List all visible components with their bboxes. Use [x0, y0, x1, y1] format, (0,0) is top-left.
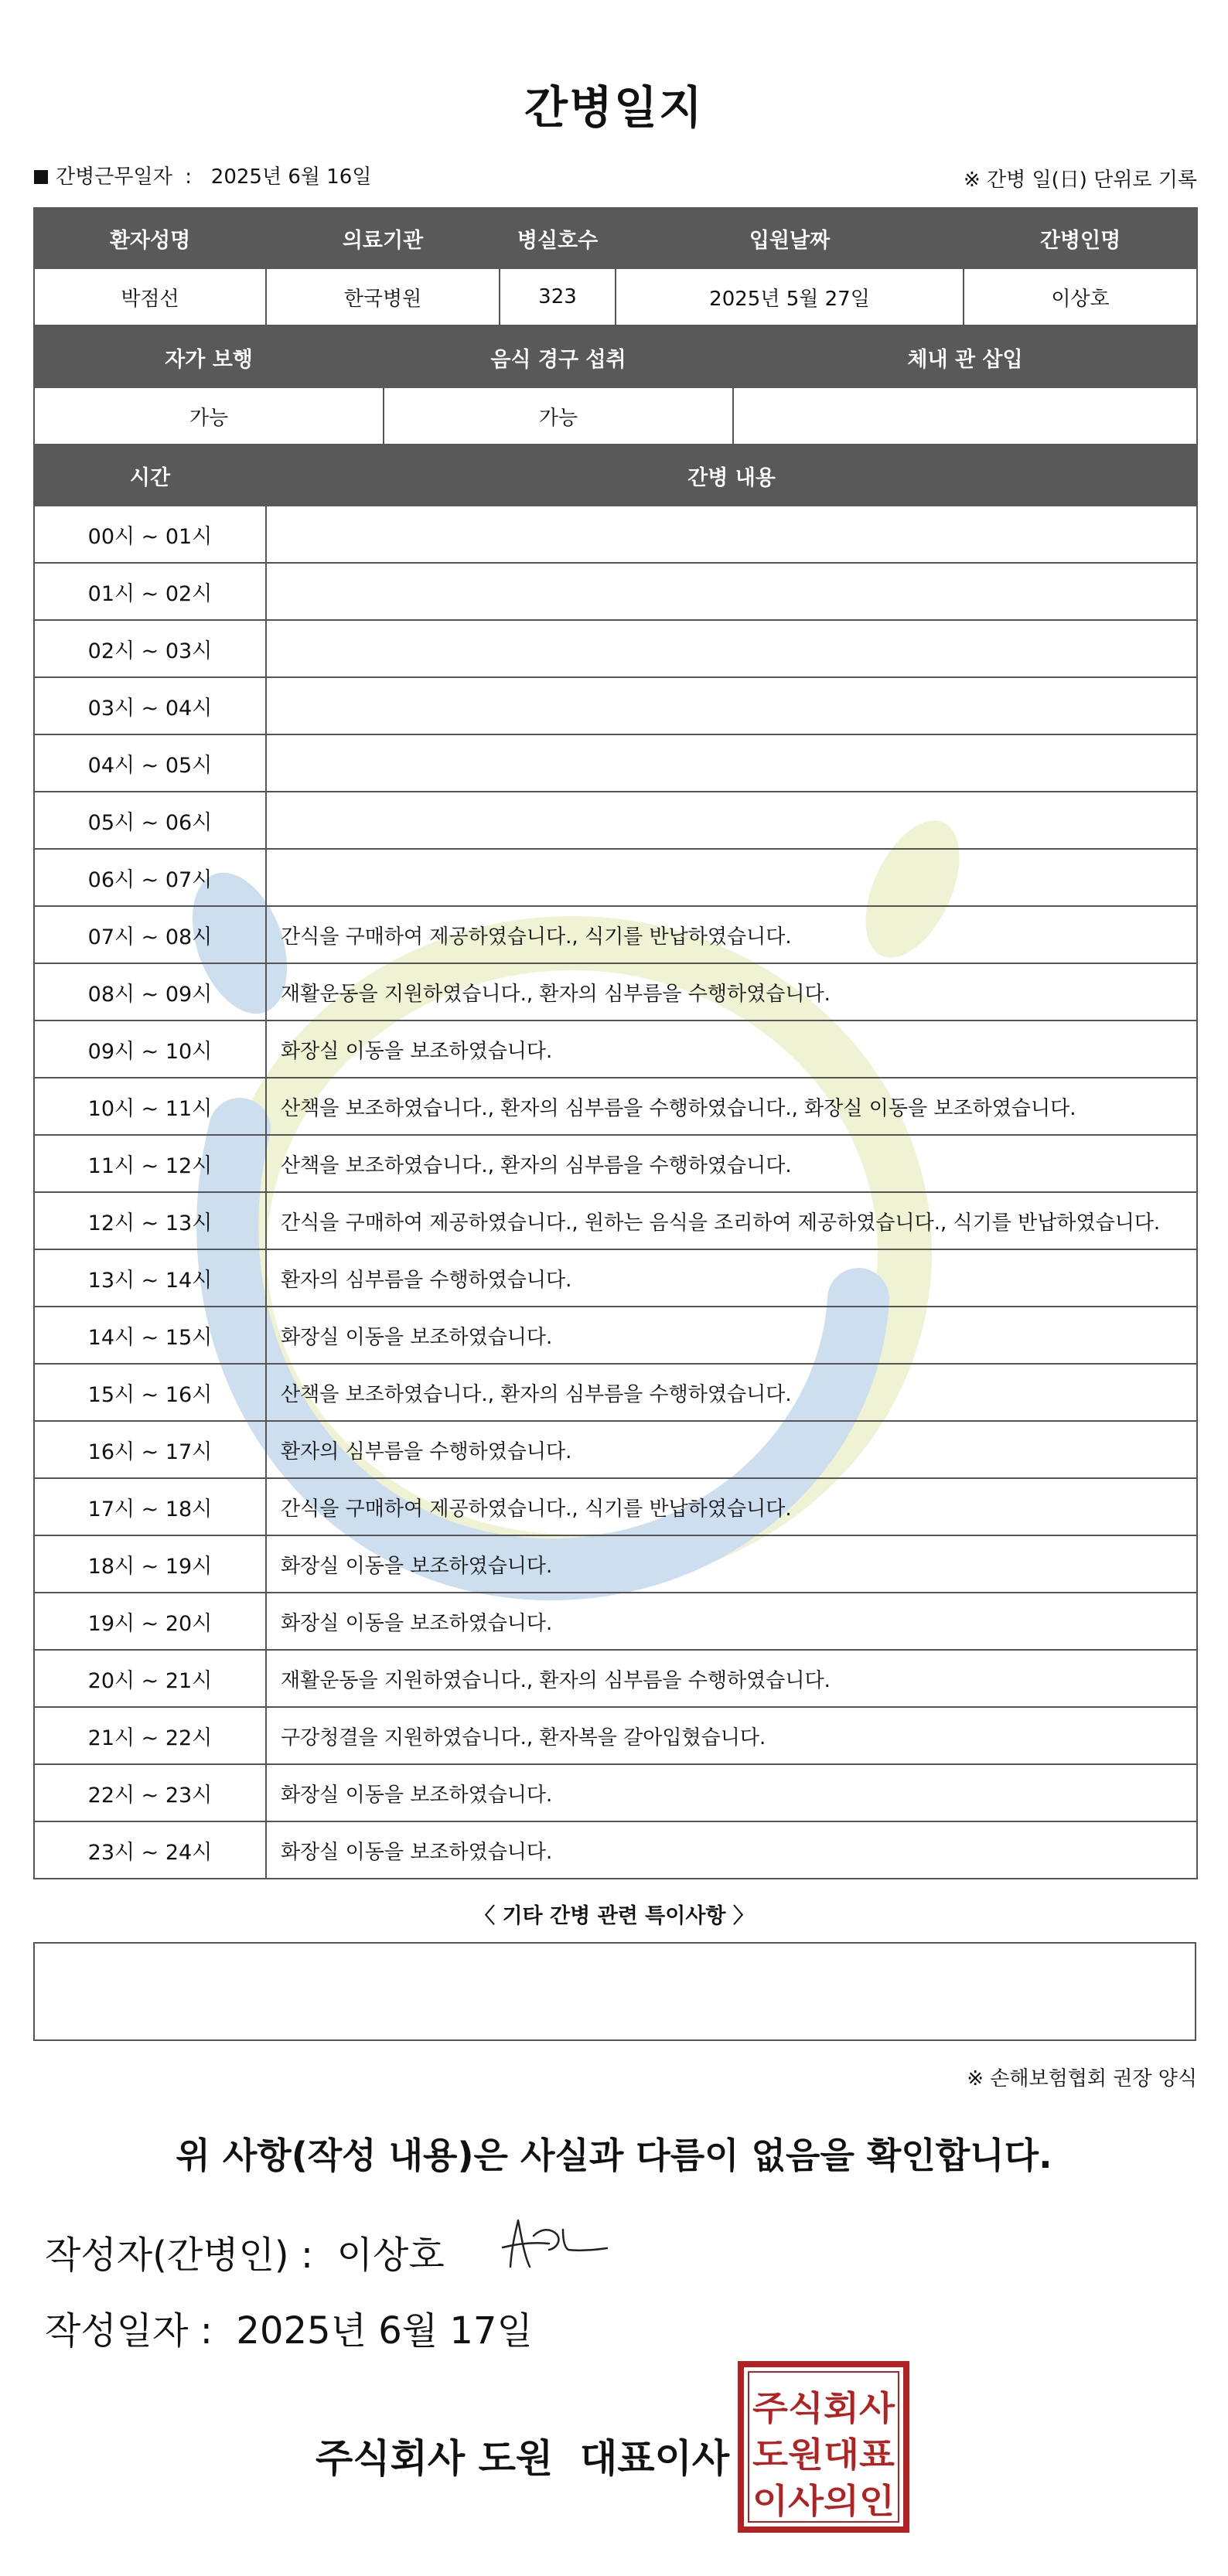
log-content: 화장실 이동을 보조하였습니다.: [266, 1307, 1197, 1364]
header-hospital: 의료기관: [266, 208, 500, 268]
log-time: 18시 ~ 19시: [34, 1535, 266, 1593]
log-content: 산책을 보조하였습니다., 환자의 심부름을 수행하였습니다.: [266, 1364, 1197, 1421]
log-time: 22시 ~ 23시: [34, 1764, 266, 1821]
written-date-label: 작성일자 :: [45, 2309, 213, 2353]
log-time: 10시 ~ 11시: [34, 1078, 266, 1135]
table-row: [34, 620, 1197, 677]
log-content: 화장실 이동을 보조하였습니다.: [266, 1535, 1197, 1593]
header-tube-insertion: 체내 관 삽입: [733, 327, 1197, 387]
log-time: 05시 ~ 06시: [34, 792, 266, 849]
table-row: [34, 1078, 1197, 1135]
writer-name: 이상호: [336, 2234, 445, 2277]
patient-status-table: [33, 326, 1198, 445]
table-row: [34, 563, 1197, 620]
log-time: 17시 ~ 18시: [34, 1478, 266, 1535]
log-time: 06시 ~ 07시: [34, 849, 266, 906]
log-content: 산책을 보조하였습니다., 환자의 심부름을 수행하였습니다., 화장실 이동을 보조하였습니다.: [266, 1078, 1197, 1135]
log-content: 간식을 구매하여 제공하였습니다., 식기를 반납하였습니다.: [266, 906, 1197, 963]
table-row: [34, 506, 1197, 563]
work-date-separator: :: [185, 165, 192, 189]
company-representative: 주식회사 도원 대표이사: [316, 2436, 730, 2481]
log-time: 03시 ~ 04시: [34, 677, 266, 734]
header-time: 시간: [34, 445, 266, 506]
header-self-walking: 자가 보행: [34, 327, 384, 387]
table-row: [34, 1307, 1197, 1364]
table-row: [34, 1764, 1197, 1821]
patient-info-table: [33, 207, 1198, 326]
table-row: [34, 1192, 1197, 1249]
log-time: 01시 ~ 02시: [34, 563, 266, 620]
work-date: [34, 161, 371, 189]
table-row: [34, 1535, 1197, 1593]
log-content: 간식을 구매하여 제공하였습니다., 원하는 음식을 조리하여 제공하였습니다., 식기를 반납하였습니다.: [266, 1192, 1197, 1249]
log-time: 16시 ~ 17시: [34, 1421, 266, 1478]
table-row: [34, 1249, 1197, 1307]
square-bullet-icon: [34, 170, 48, 184]
header-room-number: 병실호수: [500, 208, 616, 268]
log-time: 11시 ~ 12시: [34, 1135, 266, 1192]
log-content: [266, 563, 1197, 620]
log-content: 재활운동을 지원하였습니다., 환자의 심부름을 수행하였습니다.: [266, 963, 1197, 1021]
table-row: [34, 1821, 1197, 1879]
table-row: [34, 963, 1197, 1021]
admission-date: 2025년 5월 27일: [616, 268, 964, 325]
table-row: [34, 1135, 1197, 1192]
header-patient-name: 환자성명: [34, 208, 266, 268]
table-row: [34, 792, 1197, 849]
log-content: 화장실 이동을 보조하였습니다.: [266, 1021, 1197, 1078]
company-seal-stamp: [736, 2360, 911, 2534]
log-content: [266, 734, 1197, 792]
table-row: [34, 1593, 1197, 1650]
table-row: [34, 849, 1197, 906]
self-walking-value: 가능: [34, 387, 384, 445]
confirmation-statement: 위 사항(작성 내용)은 사실과 다름이 없음을 확인합니다.: [176, 2135, 1052, 2176]
work-date-label: 간병근무일자: [56, 165, 172, 189]
log-time: 12시 ~ 13시: [34, 1192, 266, 1249]
written-date-line: [45, 2301, 533, 2354]
writer-label: 작성자(간병인) :: [45, 2234, 314, 2277]
header-caregiver-name: 간병인명: [964, 208, 1197, 268]
room-number: 323: [500, 268, 616, 325]
log-content: 화장실 이동을 보조하였습니다.: [266, 1764, 1197, 1821]
log-time: 02시 ~ 03시: [34, 620, 266, 677]
log-rows: [34, 506, 1197, 1879]
log-content: [266, 849, 1197, 906]
svg-text:주식회사: 주식회사: [752, 2389, 896, 2428]
log-content: [266, 620, 1197, 677]
log-content: 구강청결을 지원하였습니다., 환자복을 갈아입혔습니다.: [266, 1707, 1197, 1764]
writer-line: [45, 2225, 445, 2278]
table-row: [34, 1478, 1197, 1535]
table-row: [34, 906, 1197, 963]
log-content: [266, 506, 1197, 563]
log-time: 15시 ~ 16시: [34, 1364, 266, 1421]
log-content: 간식을 구매하여 제공하였습니다., 식기를 반납하였습니다.: [266, 1478, 1197, 1535]
remarks-box: [33, 1942, 1196, 2041]
log-time: 07시 ~ 08시: [34, 906, 266, 963]
log-time: 19시 ~ 20시: [34, 1593, 266, 1650]
caregiver-name: 이상호: [964, 268, 1197, 325]
work-date-value: 2025년 6월 16일: [210, 165, 372, 189]
log-time: 09시 ~ 10시: [34, 1021, 266, 1078]
log-content: 환자의 심부름을 수행하였습니다.: [266, 1249, 1197, 1307]
header-oral-intake: 음식 경구 섭취: [384, 327, 733, 387]
log-content: 화장실 이동을 보조하였습니다.: [266, 1593, 1197, 1650]
table-row: [34, 1707, 1197, 1764]
log-time: 20시 ~ 21시: [34, 1650, 266, 1707]
handwritten-signature: [495, 2213, 611, 2274]
log-content: [266, 677, 1197, 734]
log-content: [266, 792, 1197, 849]
form-note: ※ 손해보험협회 권장 양식: [967, 2067, 1197, 2090]
table-row: [34, 677, 1197, 734]
patient-name: 박점선: [34, 268, 266, 325]
log-time: 23시 ~ 24시: [34, 1821, 266, 1879]
log-time: 04시 ~ 05시: [34, 734, 266, 792]
log-content: 산책을 보조하였습니다., 환자의 심부름을 수행하였습니다.: [266, 1135, 1197, 1192]
log-time: 00시 ~ 01시: [34, 506, 266, 563]
log-content: 화장실 이동을 보조하였습니다.: [266, 1821, 1197, 1879]
remarks-title: 〈 기타 간병 관련 특이사항 〉: [474, 1904, 754, 1928]
svg-text:이사의인: 이사의인: [752, 2482, 895, 2521]
header-admission-date: 입원날짜: [616, 208, 964, 268]
svg-text:도원대표: 도원대표: [752, 2435, 895, 2475]
table-row: [34, 1021, 1197, 1078]
log-time: 21시 ~ 22시: [34, 1707, 266, 1764]
table-row: [34, 1650, 1197, 1707]
table-row: [34, 1421, 1197, 1478]
oral-intake-value: 가능: [384, 387, 733, 445]
log-time: 14시 ~ 15시: [34, 1307, 266, 1364]
log-content: 재활운동을 지원하였습니다., 환자의 심부름을 수행하였습니다.: [266, 1650, 1197, 1707]
hospital: 한국병원: [266, 268, 500, 325]
hourly-care-log-table: [33, 445, 1198, 1879]
log-time: 13시 ~ 14시: [34, 1249, 266, 1307]
log-content: 환자의 심부름을 수행하였습니다.: [266, 1421, 1197, 1478]
written-date-value: 2025년 6월 17일: [236, 2309, 533, 2353]
table-row: [34, 734, 1197, 792]
log-time: 08시 ~ 09시: [34, 963, 266, 1021]
document-title: 간병일지: [524, 81, 704, 134]
table-row: [34, 1364, 1197, 1421]
tube-insertion-value: [733, 387, 1197, 445]
unit-note: ※ 간병 일(日) 단위로 기록: [963, 169, 1197, 192]
header-care-content: 간병 내용: [266, 445, 1197, 506]
